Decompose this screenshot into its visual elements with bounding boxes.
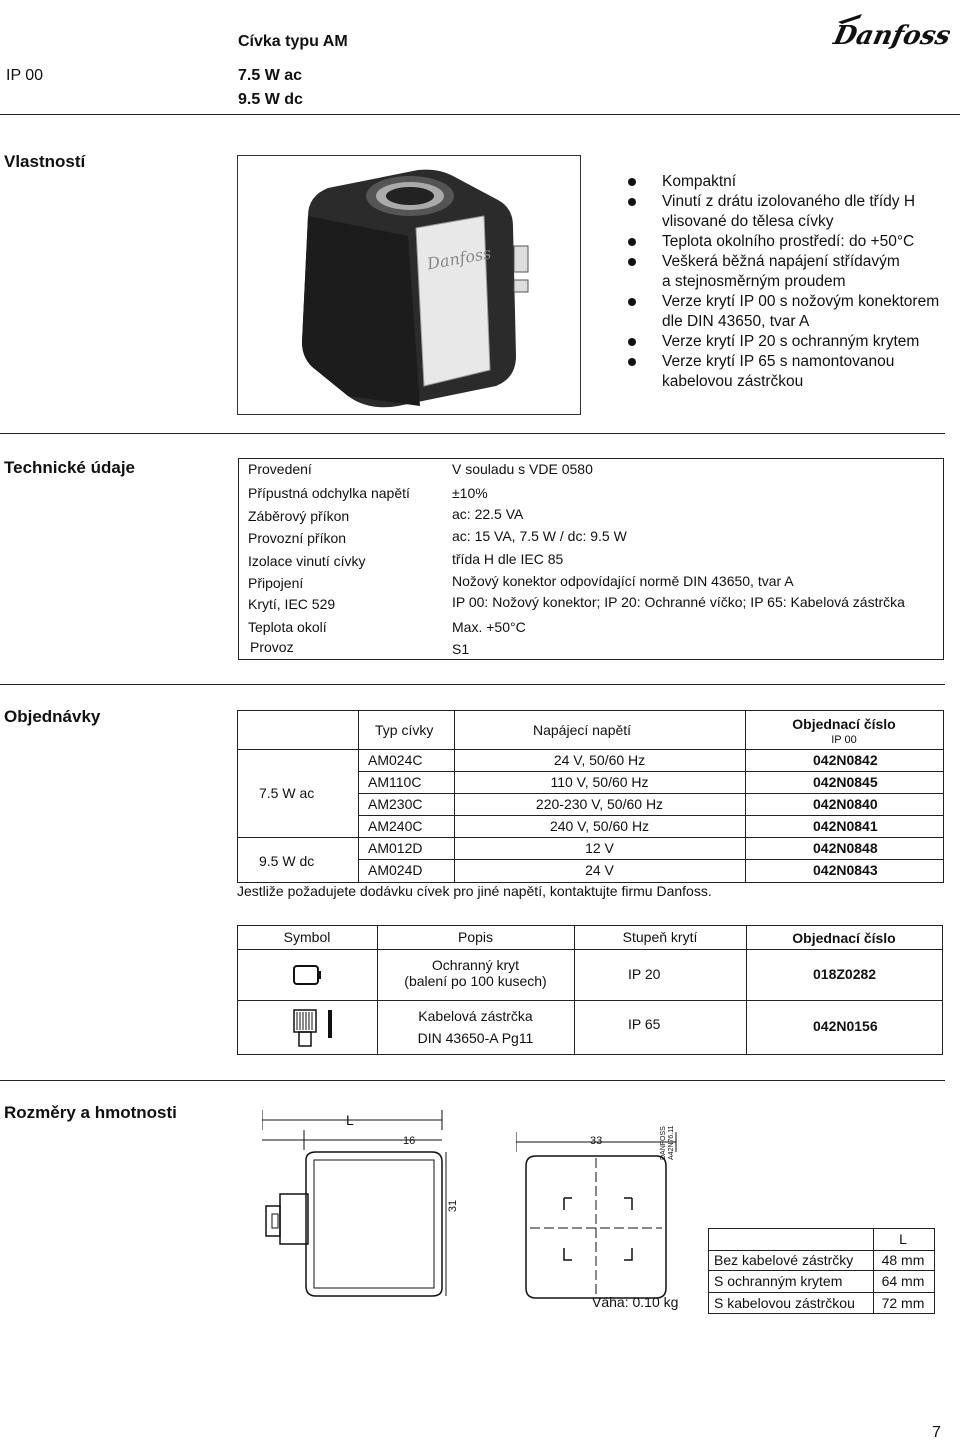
spec-label: Provoz bbox=[250, 639, 294, 655]
dimension-label: 33 bbox=[590, 1135, 603, 1147]
list-item: Veškerá běžná napájení střídavým a stejnosměrným proudem bbox=[628, 252, 939, 292]
svg-text:Danfoss: Danfoss bbox=[425, 243, 493, 274]
table-cell: (balení po 100 kusech) bbox=[404, 973, 547, 989]
spec-label: Provedení bbox=[248, 461, 312, 477]
table-cell: Bez kabelové zástrčky bbox=[714, 1252, 854, 1268]
spec-label: Provozní příkon bbox=[248, 530, 347, 546]
table-cell: S kabelovou zástrčkou bbox=[714, 1295, 855, 1311]
list-item: Verze krytí IP 00 s nožovým konektorem dle DIN 43650, tvar A bbox=[628, 292, 939, 332]
spec-label: Izolace vinutí cívky bbox=[248, 553, 366, 569]
column-header: Typ cívky bbox=[375, 722, 434, 738]
table-cell: 72 mm bbox=[881, 1295, 925, 1311]
list-item: Vinutí z drátu izolovaného dle třídy H vlisované do tělesa cívky bbox=[628, 192, 939, 232]
section-heading-dimensions: Rozměry a hmotnosti bbox=[4, 1103, 177, 1122]
section-heading-properties: Vlastností bbox=[4, 152, 86, 171]
table-cell: 240 V, 50/60 Hz bbox=[549, 818, 650, 834]
table-cell: 042N0842 bbox=[813, 752, 878, 768]
danfoss-mark: DANFOSS A42N76.11 bbox=[660, 1125, 675, 1160]
table-cell: DIN 43650-A Pg11 bbox=[417, 1030, 534, 1046]
table-cell: Ochranný kryt bbox=[431, 957, 520, 973]
list-item: Teplota okolního prostředí: do +50°C bbox=[628, 232, 939, 252]
table-cell: 042N0156 bbox=[813, 1018, 878, 1034]
orders-note: Jestliže požadujete dodávku cívek pro jiné napětí, kontaktujte firmu Danfoss. bbox=[237, 883, 712, 899]
column-header: Popis bbox=[457, 929, 494, 945]
column-header: Napájecí napětí bbox=[533, 722, 632, 738]
spec-value: Nožový konektor odpovídající normě DIN 43650, tvar A bbox=[452, 573, 794, 589]
table-cell: 042N0841 bbox=[813, 818, 878, 834]
power-ac: 7.5 W ac bbox=[238, 67, 303, 84]
spec-label: Připojení bbox=[248, 575, 304, 591]
dimension-label: 31 bbox=[447, 1199, 460, 1213]
spec-value: V souladu s VDE 0580 bbox=[452, 461, 593, 477]
dimension-drawing-side bbox=[262, 1110, 452, 1305]
table-cell: 042N0840 bbox=[813, 796, 878, 812]
column-header: Symbol bbox=[283, 929, 331, 945]
cable-plug-icon bbox=[290, 1006, 340, 1055]
spec-label: Přípustná odchylka napětí bbox=[248, 485, 410, 501]
column-subheader: IP 00 bbox=[831, 734, 857, 746]
table-cell: IP 65 bbox=[628, 1016, 661, 1032]
table-cell: Kabelová zástrčka bbox=[418, 1008, 533, 1024]
spec-value: třída H dle IEC 85 bbox=[452, 551, 564, 567]
table-cell: AM110C bbox=[368, 774, 422, 790]
table-cell: S ochranným krytem bbox=[714, 1273, 843, 1289]
spec-label: Záběrový příkon bbox=[248, 508, 350, 524]
table-cell: 220-230 V, 50/60 Hz bbox=[535, 796, 664, 812]
column-header: Objednací číslo bbox=[792, 716, 896, 732]
spec-label: Krytí, IEC 529 bbox=[248, 596, 336, 612]
table-cell: 64 mm bbox=[881, 1273, 925, 1289]
weight-label: Váha: 0.10 kg bbox=[592, 1294, 679, 1310]
page-title: Cívka typu AM bbox=[238, 33, 348, 50]
spec-value: ±10% bbox=[452, 485, 488, 501]
dimension-label: L bbox=[346, 1112, 354, 1128]
table-cell: 042N0845 bbox=[813, 774, 878, 790]
page-number: 7 bbox=[932, 1424, 941, 1441]
table-cell: AM024C bbox=[368, 752, 423, 768]
spec-value: IP 00: Nožový konektor; IP 20: Ochranné víčko; IP 65: Kabelová zástrčka bbox=[452, 594, 905, 610]
spec-value: Max. +50°C bbox=[452, 619, 526, 635]
table-cell: AM024D bbox=[368, 862, 423, 878]
table-cell: 12 V bbox=[585, 840, 614, 856]
group-label: 7.5 W ac bbox=[259, 785, 315, 801]
product-photo bbox=[237, 155, 581, 415]
ip-rating: IP 00 bbox=[6, 67, 44, 84]
group-label: 9.5 W dc bbox=[259, 853, 315, 869]
danfoss-logo bbox=[832, 8, 950, 57]
table-cell: IP 20 bbox=[628, 966, 661, 982]
list-item: Verze krytí IP 65 s namontovanou kabelovou zástrčkou bbox=[628, 352, 939, 392]
table-cell: AM012D bbox=[368, 840, 423, 856]
spec-value: S1 bbox=[452, 641, 470, 657]
table-cell: AM240C bbox=[368, 818, 423, 834]
column-header: Objednací číslo bbox=[792, 930, 896, 946]
protective-cover-icon bbox=[292, 964, 322, 991]
table-cell: 24 V, 50/60 Hz bbox=[553, 752, 646, 768]
spec-value: ac: 22.5 VA bbox=[452, 506, 524, 522]
feature-list bbox=[628, 172, 939, 392]
power-dc: 9.5 W dc bbox=[238, 91, 303, 108]
table-cell: 48 mm bbox=[881, 1252, 925, 1268]
table-cell: 110 V, 50/60 Hz bbox=[550, 774, 649, 790]
table-cell: 042N0843 bbox=[813, 862, 878, 878]
spec-label: Teplota okolí bbox=[248, 619, 327, 635]
dimension-label: 16 bbox=[403, 1135, 416, 1147]
spec-value: ac: 15 VA, 7.5 W / dc: 9.5 W bbox=[452, 528, 627, 544]
table-cell: AM230C bbox=[368, 796, 423, 812]
table-cell: 018Z0282 bbox=[813, 966, 877, 982]
section-heading-technical: Technické údaje bbox=[4, 458, 136, 477]
list-item: Verze krytí IP 20 s ochranným krytem bbox=[628, 332, 939, 352]
column-header: Stupeň krytí bbox=[622, 929, 698, 945]
column-header: L bbox=[899, 1231, 907, 1247]
table-cell: 24 V bbox=[585, 862, 614, 878]
table-cell: 042N0848 bbox=[813, 840, 878, 856]
svg-text:Danfoss: Danfoss bbox=[832, 20, 950, 51]
section-heading-orders: Objednávky bbox=[4, 707, 101, 726]
list-item: Kompaktní bbox=[628, 172, 939, 192]
